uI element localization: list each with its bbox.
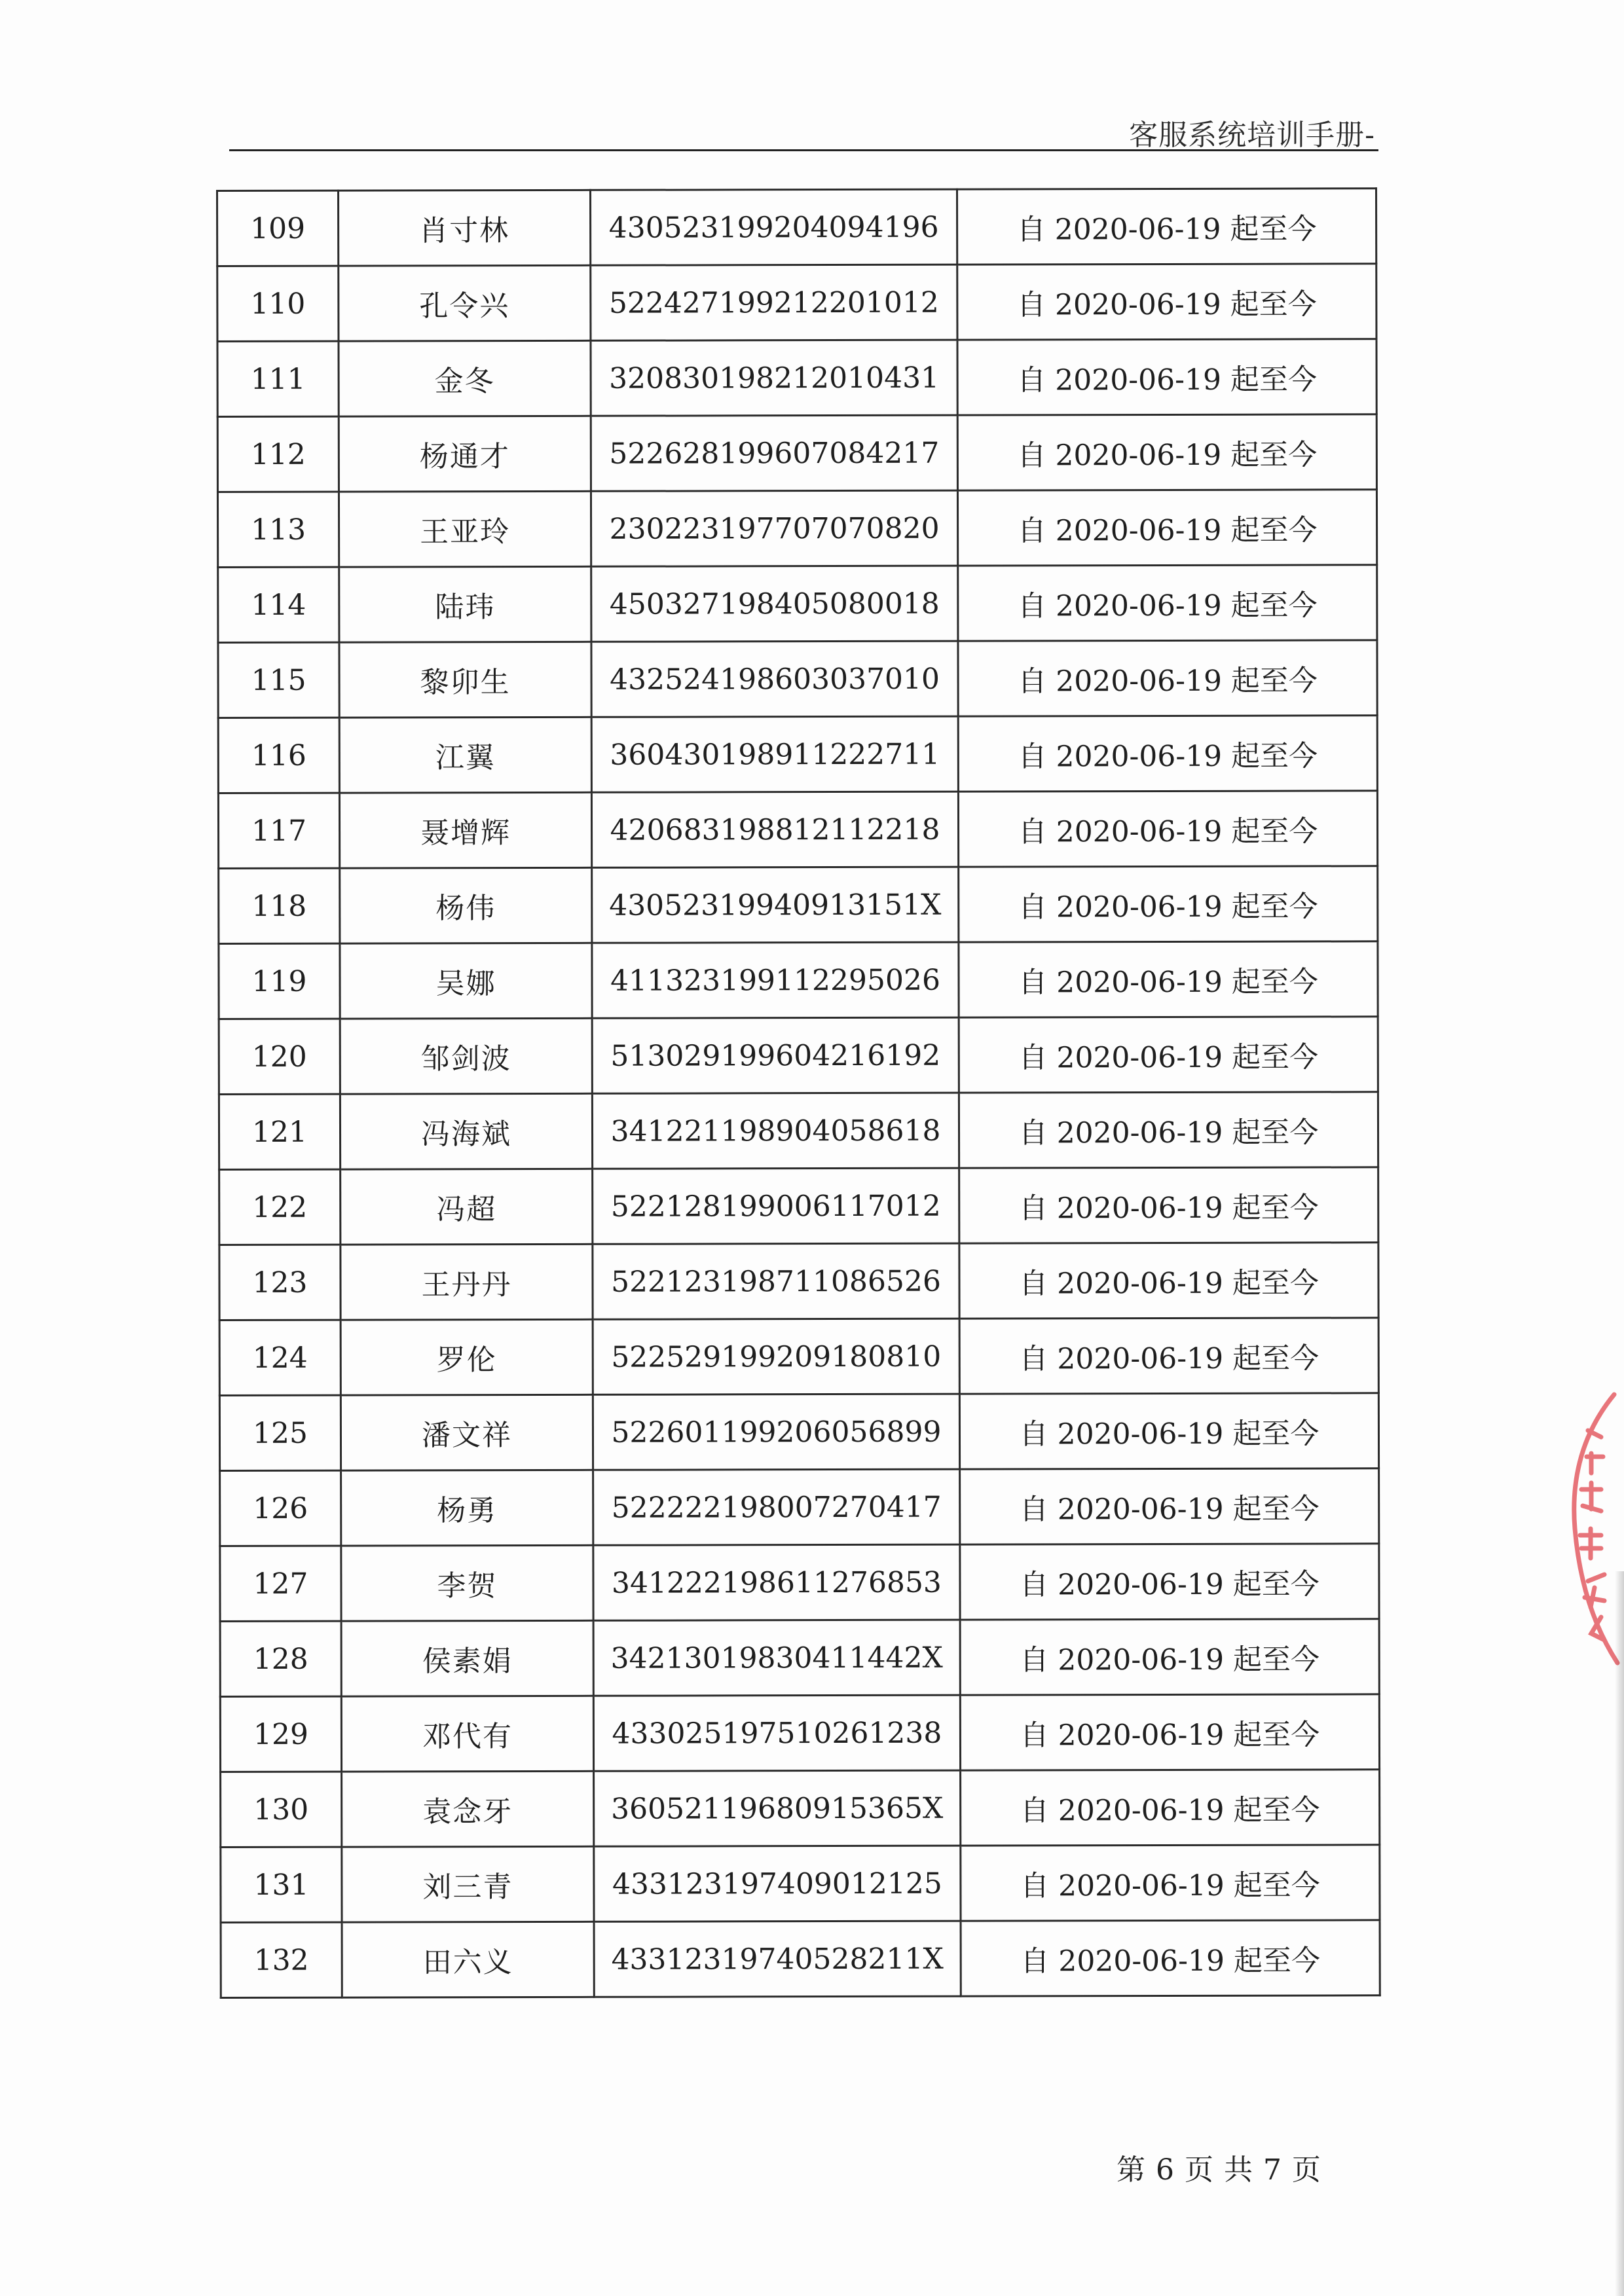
period-cell: 自 2020-06-19 起至今 (957, 264, 1376, 340)
id-number-cell: 522427199212201012 (591, 264, 957, 340)
table-row (220, 1544, 1379, 1622)
period-cell: 自 2020-06-19 起至今 (958, 716, 1377, 792)
row-number-cell: 121 (219, 1094, 340, 1169)
table-row (217, 490, 1376, 568)
table-row (219, 1318, 1378, 1396)
row-number-cell: 109 (217, 191, 339, 266)
id-number-cell: 522529199209180810 (593, 1319, 959, 1394)
header-divider (229, 149, 1378, 151)
period-cell: 自 2020-06-19 起至今 (959, 866, 1378, 942)
table-row (221, 1845, 1380, 1923)
name-cell: 李贺 (341, 1545, 593, 1621)
name-cell: 罗伦 (341, 1319, 593, 1395)
name-cell: 黎卯生 (339, 642, 591, 718)
name-cell: 袁念牙 (342, 1771, 594, 1847)
page-number: 第 6 页 共 7 页 (1116, 2153, 1321, 2187)
period-cell: 自 2020-06-19 起至今 (960, 1694, 1379, 1770)
id-number-cell: 522222198007270417 (593, 1469, 960, 1545)
id-number-cell: 432524198603037010 (591, 641, 958, 717)
table-row (217, 339, 1376, 417)
name-cell: 冯海斌 (340, 1093, 592, 1169)
name-cell: 田六义 (342, 1922, 594, 1997)
period-cell: 自 2020-06-19 起至今 (957, 339, 1376, 415)
period-cell: 自 2020-06-19 起至今 (957, 414, 1376, 490)
name-cell: 邓代有 (341, 1696, 593, 1772)
row-number-cell: 125 (219, 1395, 341, 1470)
id-number-cell: 433123197409012125 (594, 1846, 961, 1922)
table-row (220, 1694, 1379, 1772)
row-number-cell: 114 (218, 567, 339, 642)
row-number-cell: 126 (220, 1470, 341, 1546)
row-number-cell: 118 (219, 868, 340, 943)
table-row (219, 1393, 1378, 1471)
table-row (218, 640, 1377, 718)
period-cell: 自 2020-06-19 起至今 (960, 1544, 1379, 1620)
name-cell: 陆玮 (339, 566, 591, 642)
name-cell: 杨勇 (341, 1470, 593, 1546)
table-row (220, 1619, 1379, 1697)
name-cell: 金冬 (339, 340, 591, 416)
name-cell: 杨通才 (339, 416, 591, 492)
table-row (218, 791, 1377, 869)
id-number-cell: 522123198711086526 (593, 1243, 959, 1319)
id-number-cell: 433025197510261238 (593, 1695, 960, 1771)
period-cell: 自 2020-06-19 起至今 (957, 189, 1376, 264)
period-cell: 自 2020-06-19 起至今 (961, 1770, 1380, 1846)
period-cell: 自 2020-06-19 起至今 (960, 1619, 1379, 1695)
row-number-cell: 112 (217, 416, 339, 492)
name-cell: 潘文祥 (341, 1394, 593, 1470)
id-number-cell: 43312319740528211X (594, 1921, 961, 1997)
table-row (221, 1770, 1380, 1848)
table-row (217, 414, 1376, 492)
name-cell: 王亚玲 (339, 491, 591, 567)
scan-edge-shadow (1615, 1571, 1624, 2296)
period-cell: 自 2020-06-19 起至今 (961, 1920, 1380, 1996)
id-number-cell: 43052319940913151X (592, 867, 959, 943)
row-number-cell: 122 (219, 1169, 341, 1245)
id-number-cell: 522628199607084217 (591, 415, 957, 491)
name-cell: 王丹丹 (341, 1244, 593, 1320)
period-cell: 自 2020-06-19 起至今 (958, 640, 1377, 716)
table-row (219, 941, 1378, 1019)
period-cell: 自 2020-06-19 起至今 (961, 1845, 1380, 1921)
id-number-cell: 430523199204094196 (591, 189, 957, 265)
id-number-cell: 230223197707070820 (591, 490, 957, 566)
id-number-cell: 411323199112295026 (592, 942, 959, 1018)
row-number-cell: 128 (220, 1621, 341, 1696)
period-cell: 自 2020-06-19 起至今 (958, 565, 1377, 641)
table-row (221, 1920, 1380, 1998)
row-number-cell: 129 (220, 1696, 341, 1772)
name-cell: 吴娜 (340, 943, 592, 1019)
row-number-cell: 130 (221, 1772, 342, 1847)
id-number-cell: 341221198904058618 (592, 1093, 959, 1169)
name-cell: 刘三青 (342, 1846, 594, 1922)
id-number-cell: 36052119680915365X (594, 1770, 961, 1846)
period-cell: 自 2020-06-19 起至今 (959, 941, 1378, 1017)
id-number-cell: 34213019830411442X (593, 1620, 960, 1696)
table-row (218, 565, 1377, 643)
row-number-cell: 127 (220, 1546, 341, 1621)
id-number-cell: 522601199206056899 (593, 1394, 959, 1470)
period-cell: 自 2020-06-19 起至今 (959, 1393, 1378, 1469)
id-number-cell: 513029199604216192 (592, 1017, 959, 1093)
row-number-cell: 123 (219, 1245, 341, 1320)
period-cell: 自 2020-06-19 起至今 (957, 490, 1376, 566)
table-row (219, 1092, 1378, 1170)
row-number-cell: 124 (219, 1320, 341, 1395)
id-number-cell: 320830198212010431 (591, 340, 957, 416)
row-number-cell: 116 (218, 718, 339, 793)
name-cell: 孔令兴 (339, 265, 591, 341)
row-number-cell: 111 (217, 341, 339, 416)
row-number-cell: 131 (221, 1847, 342, 1922)
id-number-cell: 360430198911222711 (591, 716, 958, 792)
period-cell: 自 2020-06-19 起至今 (958, 791, 1377, 867)
row-number-cell: 117 (218, 793, 339, 868)
row-number-cell: 120 (219, 1019, 340, 1094)
name-cell: 邹剑波 (340, 1018, 592, 1094)
id-number-cell: 450327198405080018 (591, 566, 958, 642)
period-cell: 自 2020-06-19 起至今 (959, 1017, 1378, 1093)
header-title: 客服系统培训手册- (1129, 118, 1375, 152)
row-number-cell: 115 (218, 642, 339, 718)
table-row (219, 1017, 1378, 1095)
personnel-table (216, 187, 1381, 1999)
table-row (219, 1243, 1378, 1321)
row-number-cell: 113 (217, 492, 339, 567)
period-cell: 自 2020-06-19 起至今 (959, 1092, 1378, 1168)
period-cell: 自 2020-06-19 起至今 (960, 1468, 1379, 1544)
name-cell: 杨伟 (340, 867, 592, 943)
name-cell: 侯素娟 (341, 1620, 593, 1696)
row-number-cell: 132 (221, 1922, 342, 1997)
name-cell: 聂增辉 (339, 792, 591, 868)
table-row (219, 1167, 1378, 1245)
table-row (220, 1468, 1379, 1546)
id-number-cell: 522128199006117012 (593, 1168, 959, 1244)
period-cell: 自 2020-06-19 起至今 (959, 1167, 1378, 1243)
red-seal-stamp (1562, 1391, 1621, 1666)
id-number-cell: 420683198812112218 (591, 792, 958, 867)
period-cell: 自 2020-06-19 起至今 (959, 1243, 1378, 1319)
name-cell: 冯超 (341, 1169, 593, 1245)
period-cell: 自 2020-06-19 起至今 (959, 1318, 1378, 1394)
row-number-cell: 119 (219, 943, 340, 1019)
table-row (217, 189, 1376, 266)
table-row (217, 264, 1376, 342)
table-row (219, 866, 1378, 944)
personnel-table-body (217, 189, 1380, 1998)
table-row (218, 716, 1377, 793)
name-cell: 肖寸林 (339, 190, 591, 266)
row-number-cell: 110 (217, 266, 339, 341)
id-number-cell: 341222198611276853 (593, 1544, 960, 1620)
name-cell: 江翼 (339, 717, 591, 793)
